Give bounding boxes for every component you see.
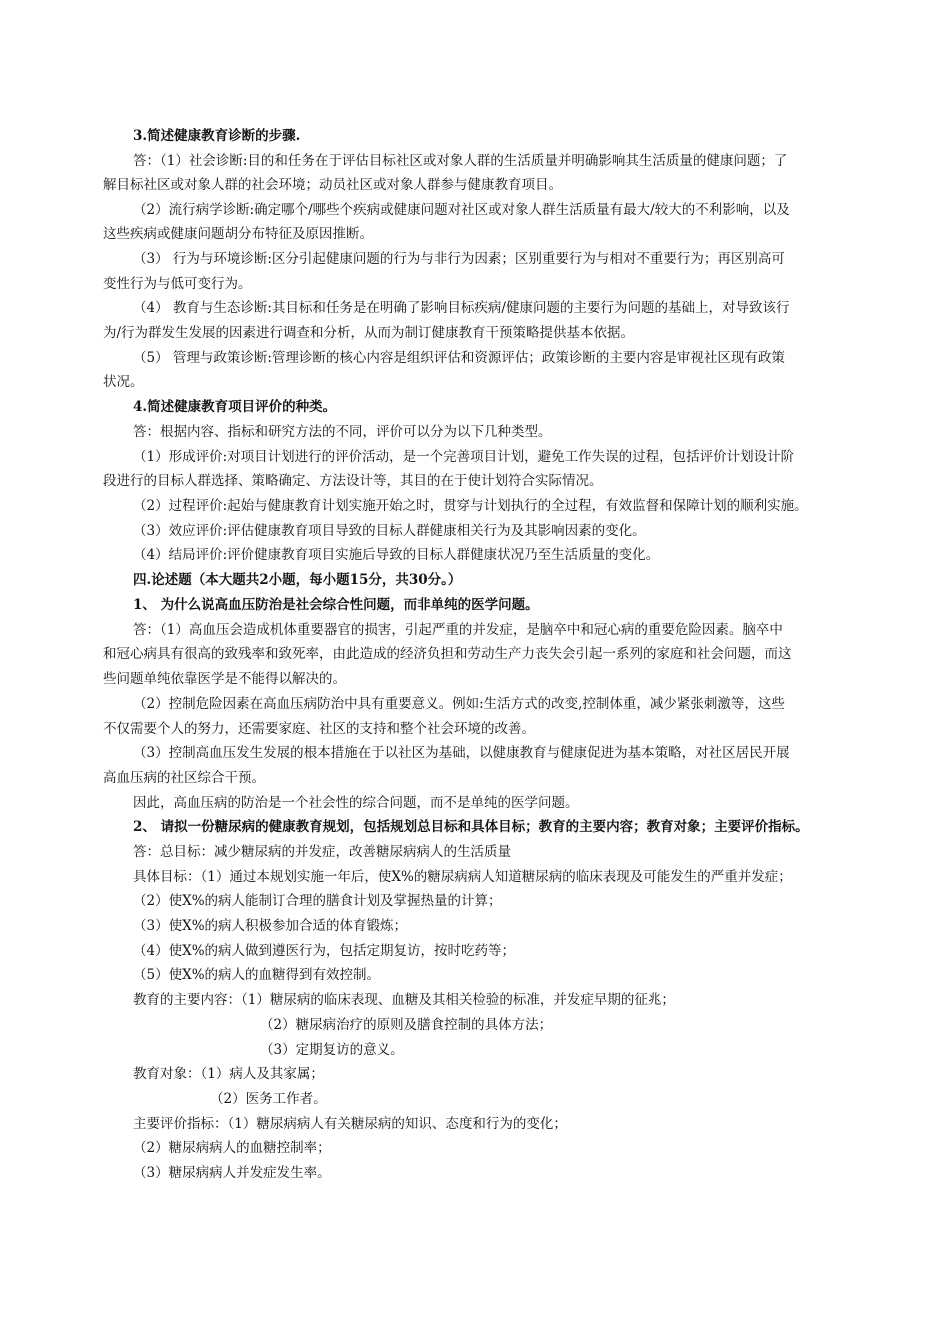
answer-line: 为/行为群发生发展的因素进行调查和分析，从而为制订健康教育干预策略提供基本依据。 [103,325,635,341]
answer-line: （3）使X%的病人积极参加合适的体育锻炼； [133,918,408,934]
answer-line: 状况。 [103,374,144,390]
answer-line: 主要评价指标：（1）糖尿病病人有关糖尿病的知识、态度和行为的变化； [133,1116,567,1132]
answer-line: （2）过程评价:起始与健康教育计划实施开始之时，贯穿与计划执行的全过程，有效监督和保障计划的顺利实施。 [133,498,808,514]
answer-line: （3）效应评价:评估健康教育项目导致的目标人群健康相关行为及其影响因素的变化。 [133,523,646,539]
answer-line: （2）使X%的病人能制订合理的膳食计划及掌握热量的计算； [133,893,502,909]
answer-line: 答：（1）社会诊断:目的和任务在于评估目标社区或对象人群的生活质量并明确影响其生活质量的健康问题；了 [133,153,788,169]
answer-line: 答：根据内容、指标和研究方法的不同，评价可以分为以下几种类型。 [133,424,552,440]
answer-line: 因此，高血压病的防治是一个社会性的综合问题，而不是单纯的医学问题。 [133,795,579,811]
answer-line: （2）糖尿病治疗的原则及膳食控制的具体方法； [260,1017,553,1033]
answer-line: （2）控制危险因素在高血压病防治中具有重要意义。例如:生活方式的改变,控制体重，减少紧张刺激等，这些 [133,696,785,712]
section-heading-q3: 3.简述健康教育诊断的步骤. [133,128,301,144]
answer-line: （3）控制高血压发生发展的根本措施在于以社区为基础，以健康教育与健康促进为基本策略，对社区居民开展 [133,745,790,761]
answer-line: 高血压病的社区综合干预。 [103,770,265,786]
answer-line: 答：（1）高血压会造成机体重要器官的损害，引起严重的并发症，是脑卒中和冠心病的重要危险因素。脑卒中 [133,622,783,638]
answer-line: （3）定期复访的意义。 [260,1042,404,1058]
answer-line: 不仅需要个人的努力，还需要家庭、社区的支持和整个社会环境的改善。 [103,721,535,737]
question-heading-2: 2、 请拟一份糖尿病的健康教育规划，包括规划总目标和具体目标；教育的主要内容；教育对象；主要评价指标。 [133,819,809,835]
answer-line: （5）使X%的病人的血糖得到有效控制。 [133,967,381,983]
answer-line: （2）糖尿病病人的血糖控制率； [133,1140,331,1156]
answer-line: 教育对象：（1）病人及其家属； [133,1066,324,1082]
answer-line: 具体目标：（1）通过本规划实施一年后，使X%的糖尿病病人知道糖尿病的临床表现及可能发生的严重并发症； [133,869,792,885]
answer-line: （4）结局评价:评价健康教育项目实施后导致的目标人群健康状况乃至生活质量的变化。 [133,547,660,563]
answer-line: （1）形成评价:对项目计划进行的评价活动，是一个完善项目计划，避免工作失误的过程，包括评价计划设计阶 [133,449,795,465]
section-heading-q4: 4.简述健康教育项目评价的种类。 [133,399,337,415]
answer-line: 这些疾病或健康问题胡分布特征及原因推断。 [103,226,373,242]
answer-line: （3） 行为与环境诊断:区分引起健康问题的行为与非行为因素；区别重要行为与相对不重要行为；再区别高可 [133,251,785,267]
answer-line: （4）使X%的病人做到遵医行为，包括定期复访，按时吃药等； [133,943,516,959]
answer-line: 和冠心病具有很高的致残率和致死率，由此造成的经济负担和劳动生产力丧失会引起一系列的家庭和社会问题，而这 [103,646,792,662]
answer-line: 教育的主要内容：（1）糖尿病的临床表现、血糖及其相关检验的标准，并发症早期的征兆； [133,992,675,1008]
answer-line: 段进行的目标人群选择、策略确定、方法设计等，其目的在于使计划符合实际情况。 [103,473,603,489]
question-heading-1: 1、 为什么说高血压防治是社会综合性问题，而非单纯的医学问题。 [133,597,539,613]
answer-line: 答：总目标：减少糖尿病的并发症，改善糖尿病病人的生活质量 [133,844,511,860]
answer-line: 解目标社区或对象人群的社会环境；动员社区或对象人群参与健康教育项目。 [103,177,562,193]
answer-line: （2）流行病学诊断:确定哪个/哪些个疾病或健康问题对社区或对象人群生活质量有最大/较大的不利影响，以及 [133,202,790,218]
answer-line: （2）医务工作者。 [210,1091,327,1107]
answer-line: 变性行为与低可变行为。 [103,276,252,292]
answer-line: （3）糖尿病病人并发症发生率。 [133,1165,331,1181]
section-heading-essay: 四.论述题（本大题共2小题，每小题15分，共30分。） [133,572,462,588]
answer-line: （5） 管理与政策诊断:管理诊断的核心内容是组织评估和资源评估；政策诊断的主要内容是审视社区现有政策 [133,350,785,366]
answer-line: 些问题单纯依靠医学是不能得以解决的。 [103,671,346,687]
answer-line: （4） 教育与生态诊断:其目标和任务是在明确了影响目标疾病/健康问题的主要行为问题的基础上，对导致该行 [133,300,790,316]
